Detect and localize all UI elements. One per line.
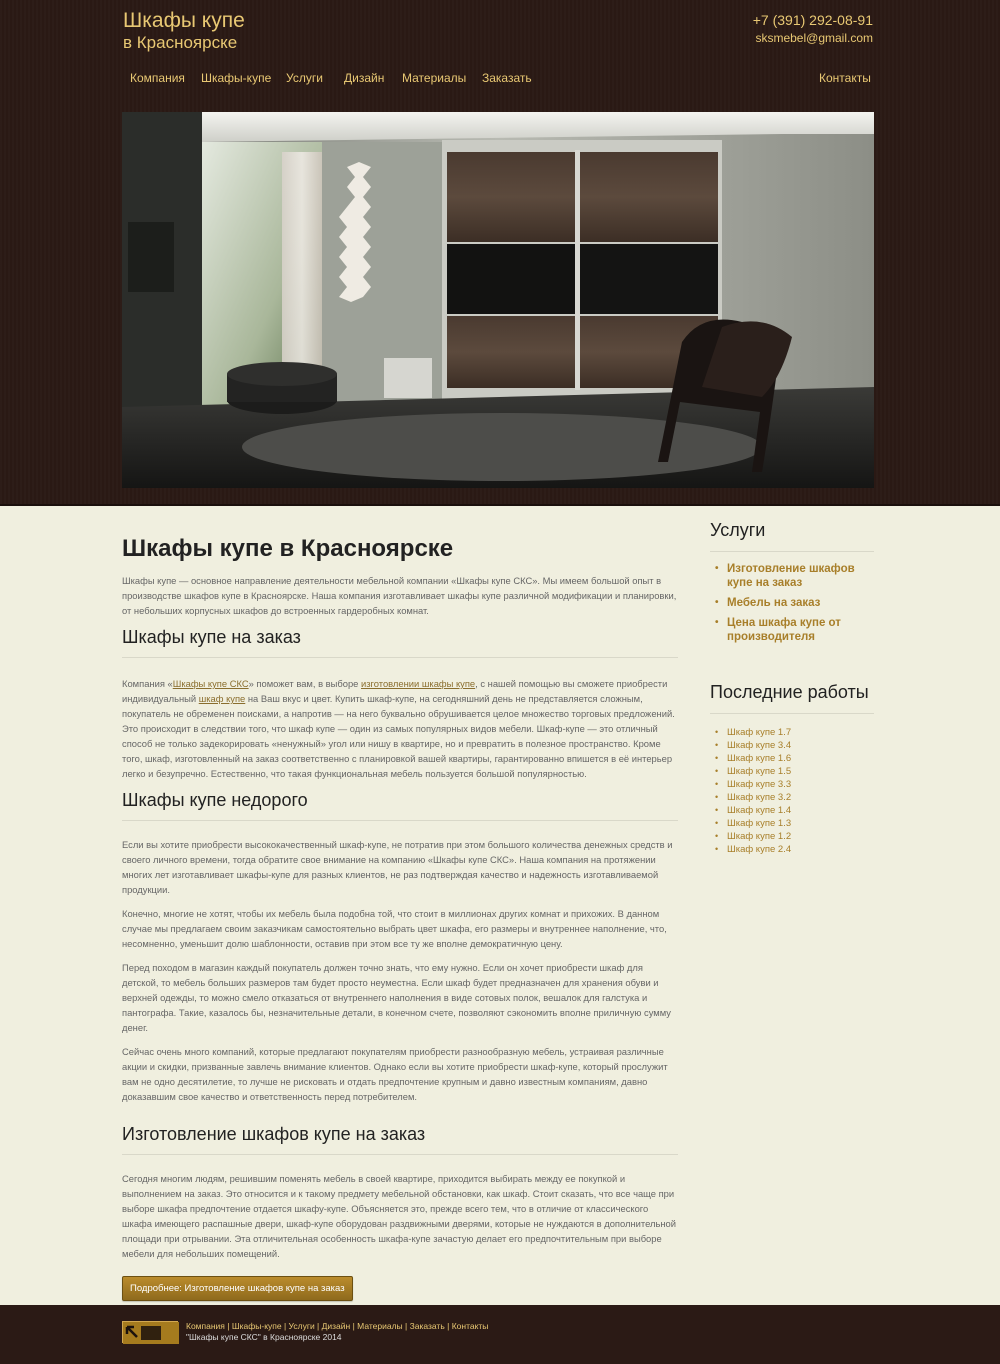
section-title-manufacturing: Изготовление шкафов купе на заказ	[122, 1124, 678, 1155]
footer-link-wardrobes[interactable]: Шкафы-купе	[231, 1321, 282, 1331]
work-link[interactable]: • Шкаф купе 1.4	[710, 804, 874, 817]
section-title-cheap: Шкафы купе недорого	[122, 790, 678, 821]
main-content	[122, 530, 678, 1301]
footer-separator: |	[350, 1321, 358, 1331]
section-title-order: Шкафы купе на заказ	[122, 627, 678, 658]
nav-item-services[interactable]: Услуги	[286, 71, 323, 85]
more-button[interactable]: Подробнее: Изготовление шкафов купе на заказ	[122, 1276, 353, 1301]
footer-separator: |	[402, 1321, 410, 1331]
footer-link-services[interactable]: Услуги	[288, 1321, 315, 1331]
nav-item-company[interactable]: Компания	[130, 71, 185, 85]
text-fragment: » поможет вам, в выборе	[248, 678, 361, 689]
services-list	[710, 562, 874, 644]
hero-image	[122, 112, 874, 488]
logo-line1: Шкафы купе	[123, 9, 245, 32]
footer-link-company[interactable]: Компания	[186, 1321, 225, 1331]
section-cheap-paragraph: Если вы хотите приобрести высококачественный шкаф-купе, не потратив при этом большого количества денежных средств и своего личного времени, тогда обратите свое внимание на компанию «Шкафы купе СКС». Наша компания на протяжении многих лет изготавливает шкафы-купе для разных клиентов, не раз подтверждая качество и надежность изготавливаемой продукции.	[122, 839, 673, 895]
footer-logo[interactable]	[122, 1321, 178, 1343]
intro-paragraph: Шкафы купе — основное направление деятельности мебельной компании «Шкафы купе СКС». Мы имеем большой опыт в производстве шкафов купе в Красноярске. Наша компания изготавливает шкафы купе различной модификации и планировки, от небольших корпусных шкафов до встроенных гардеробных комнат.	[122, 575, 677, 616]
text-fragment: , с нашей помощью вы сможете приобрести индивидуальный	[122, 678, 668, 704]
main-nav	[122, 67, 874, 89]
site-header	[0, 0, 1000, 506]
footer-separator: |	[224, 1321, 232, 1331]
section-manufacturing-paragraph: Сегодня многим людям, решившим поменять мебель в своей квартире, приходится выбирать между ее покупкой и выполнением на заказ. Это относится и к такому предмету мебельной обстановки, как шкаф. Стоит сказать, что все чаще при выборе шкафа предпочтение отдается шкафу-купе. Объясняется это, прежде всего тем, что в отличие от классического шкафа имеющего распашные двери, шкаф-купе оборудован раздвижными дверями, которые не нуждаются в дополнительной площади при отрывании. Эта отличительная особенность шкафа-купе зачастую делает его предпочтительным при выборе мебели для небольших помещений.	[122, 1173, 676, 1259]
footer-separator: |	[444, 1321, 452, 1331]
site-logo[interactable]	[123, 10, 245, 54]
section-cheap-paragraph: Конечно, многие не хотят, чтобы их мебель была подобна той, что стоит в миллионах других комнат и прихожих. В данном случае мы предлагаем своим заказчикам самостоятельно выбрать цвет шкафа, его размеры и внутреннее наполнение, что, несомненно, уменьшит долю шаблонности, оставив при этом все ту же вполне демократичную цену.	[122, 908, 667, 949]
work-link[interactable]: • Шкаф купе 3.3	[710, 778, 874, 791]
nav-item-wardrobes[interactable]: Шкафы-купе	[201, 71, 272, 85]
text-fragment: на Ваш вкус и цвет. Купить шкаф-купе, на сегодняшний день не представляется сложным, покупатель не обременен поисками, а напротив — на него буквально обрушивается целое множество торговых предложений. Это происходит в следствии того, что шкаф купе — один из самых популярных видов мебели. Шкаф-купе — это отличный способ не только задекорировать «ненужный» угол или нишу в квартире, но и превратить в полезное пространство. Кроме того, шкаф, изготовленный на заказ соответственно с планировкой вашей квартиры, гарантированно впишется в её интерьер легко и безупречно. Естественно, что такая функциональная мебель пользуется большой популярностью.	[122, 693, 675, 779]
section-order-paragraph	[122, 676, 678, 781]
footer-link-design[interactable]: Дизайн	[321, 1321, 351, 1331]
footer-link-order[interactable]: Заказать	[409, 1321, 445, 1331]
hero-interior-illustration	[122, 112, 874, 488]
work-link[interactable]: • Шкаф купе 1.3	[710, 817, 874, 830]
footer-separator: |	[314, 1321, 322, 1331]
footer-separator: |	[281, 1321, 289, 1331]
header-phone: +7 (391) 292-08-91	[752, 12, 873, 28]
page-title: Шкафы купе в Красноярске	[122, 535, 454, 562]
link-wardrobe[interactable]: шкаф купе	[198, 693, 246, 704]
service-link[interactable]: • Изготовление шкафов купе на заказ	[710, 562, 874, 590]
section-cheap-paragraph: Перед походом в магазин каждый покупатель должен точно знать, что ему нужно. Если он хочет приобрести шкаф для детской, то мебель больших размеров там будет просто неуместна. Если шкаф будет предназначен для хранения обуви и верхней одежды, то можно смело отказаться от внутреннего наполнения в виде сотовых полок, вешалок для галстука и пантографа. Такие, казалось бы, незначительные детали, в конечном счете, позволяют сэкономить вполне приличную сумму денег.	[122, 962, 671, 1033]
nav-item-order[interactable]: Заказать	[482, 71, 532, 85]
text-fragment: Компания «	[122, 678, 173, 689]
footer-copyright: "Шкафы купе СКС" в Красноярске 2014	[186, 1332, 342, 1342]
nav-item-materials[interactable]: Материалы	[402, 71, 467, 85]
work-link[interactable]: • Шкаф купе 1.7	[710, 726, 874, 739]
nav-item-contacts[interactable]: Контакты	[819, 71, 871, 85]
work-link[interactable]: • Шкаф купе 3.4	[710, 739, 874, 752]
sidebar	[710, 520, 874, 856]
link-manufacturing[interactable]: изготовлении шкафы купе	[361, 678, 476, 689]
header-email[interactable]: sksmebel@gmail.com	[755, 31, 873, 45]
service-link[interactable]: • Мебель на заказ	[710, 596, 874, 610]
service-link[interactable]: • Цена шкафа купе от производителя	[710, 616, 874, 644]
header-contacts	[753, 12, 873, 45]
footer-links	[186, 1321, 488, 1331]
logo-line2: в Красноярске	[123, 33, 238, 52]
nav-item-design[interactable]: Дизайн	[344, 71, 385, 85]
work-link[interactable]: • Шкаф купе 1.5	[710, 765, 874, 778]
work-link[interactable]: • Шкаф купе 1.6	[710, 752, 874, 765]
sidebar-services-title: Услуги	[710, 520, 874, 552]
arrow-logo-icon	[123, 1322, 179, 1344]
footer-link-contacts[interactable]: Контакты	[451, 1321, 489, 1331]
recent-works-list	[710, 726, 874, 856]
work-link[interactable]: • Шкаф купе 1.2	[710, 830, 874, 843]
work-link[interactable]: • Шкаф купе 3.2	[710, 791, 874, 804]
link-company[interactable]: Шкафы купе СКС	[172, 678, 249, 689]
work-link[interactable]: • Шкаф купе 2.4	[710, 843, 874, 856]
sidebar-works-title: Последние работы	[710, 682, 874, 714]
footer-link-materials[interactable]: Материалы	[357, 1321, 403, 1331]
section-cheap-paragraph: Сейчас очень много компаний, которые предлагают покупателям приобрести разнообразную мебель, устраивая различные акции и скидки, призванные завлечь внимание клиентов. Однако если вы хотите приобрести шкаф-купе, который прослужит вам не одно десятилетие, то лучше не рисковать и отдать предпочтение крупным и давно известным компаниям, давно доказавшим свое качество и ответственность перед потребителем.	[122, 1046, 668, 1102]
site-footer	[0, 1305, 1000, 1364]
